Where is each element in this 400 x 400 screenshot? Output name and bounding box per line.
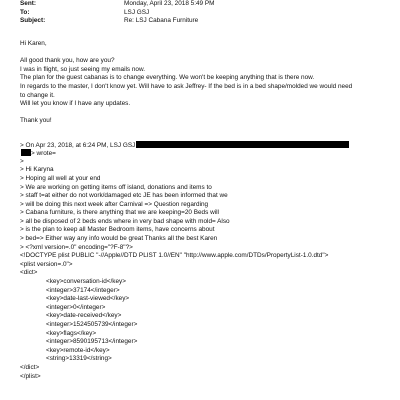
reply-paragraph [20,57,392,109]
dict-entry: <key>date-received</key> [46,312,122,320]
sent-value: Monday, April 23, 2018 5:49 PM [124,0,215,7]
quoted-wrote [20,149,392,158]
to-label: To: [20,8,30,16]
quoted-line: > all be disposed of 2 beds ends where in very bad shape with mold= Also [20,217,230,225]
reply-line: All good thank you, how are you? [20,57,115,65]
dict-entry: <integer>0</integer> [46,303,106,311]
reply-line: to change it. [20,91,55,99]
spacer [20,49,392,58]
dict-open: <dict> [20,269,38,277]
subject-value: Re: LSJ Cabana Furniture [124,17,199,25]
redaction-bar [21,149,31,156]
quoted-date-text: > On Apr 23, 2018, at 6:24 PM, LSJ GSJ [20,141,136,149]
plist-open: <plist version=.0"> [20,260,73,268]
subject-label: Subject: [20,17,46,25]
quoted-attribution [20,141,392,150]
quoted-message [20,141,392,382]
quoted-line: > Hi Karyna [20,166,54,174]
spacer [20,109,392,118]
doctype-line: <!DOCTYPE plist PUBLIC "-//Apple//DTD PLIST 1.0//EN" "http://www.apple.com/DTDs/PropertyList-1.0.dtd"> [20,252,329,260]
quoted-line: > bed=> Either way any info would be great Thanks all the best Karen [20,235,218,243]
dict-entry: <key>remote-id</key> [46,346,110,354]
dict-entry: <key>conversation-id</key> [46,278,126,286]
dict-entry: <integer>1524505739</integer> [46,321,138,328]
sent-label: Sent: [20,0,36,7]
reply-line: I was in flight, so just seeing my emails now. [20,65,146,73]
quoted-line: > [20,157,24,165]
dict-entry: <integer>8590195713</integer> [46,338,138,346]
to-row [20,9,390,18]
greeting: Hi Karen, [20,40,47,47]
quoted-wrote-text: > wrote= [31,150,56,158]
dict-entry: <key>flags</key> [46,329,97,337]
to-value: LSJ GSJ [124,8,150,16]
quoted-line: > staff t=at either do not work/damaged etc JE has been informed that we [20,192,228,200]
xml-declaration: > <?xml version=.0" encoding="?F-8"?> [20,243,133,251]
plist-close: </plist> [20,372,41,380]
dict-close: </dict> [20,363,40,371]
email-body [20,40,392,381]
reply-line: Will let you know if I have any updates. [20,100,131,108]
quoted-line: > Hoping all well at your end [20,174,101,182]
quoted-line: > is the plan to keep all Master Bedroom items, have concerns about [20,226,215,234]
dict-entry: <integer>37174</integer> [46,286,120,294]
reply-line: The plan for the guest cabanas is to change everything. We won't be keeping anything that is there now. [20,74,315,82]
email-header [20,0,390,26]
reply-line: In regards to the master, I don't know yet. Will have to ask Jeffrey- If the bed is in a bed shape/molded we would need [20,82,353,90]
spacer [20,126,392,135]
redaction-bar [136,141,349,148]
dict-entry: <key>date-last-viewed</key> [46,295,130,303]
subject-row [20,17,390,26]
quoted-line: > We are working on getting items off island, donations and items to [20,183,212,191]
thanks-line: Thank you! [20,117,52,125]
sent-row [20,0,390,9]
quoted-line: > Cabana furniture, is there anything that we are keeping=20 Beds will [20,209,219,217]
quoted-line: > will be doing this next week after Carnival => Question regarding [20,200,209,208]
dict-entry: <string>13319</string> [46,355,112,363]
